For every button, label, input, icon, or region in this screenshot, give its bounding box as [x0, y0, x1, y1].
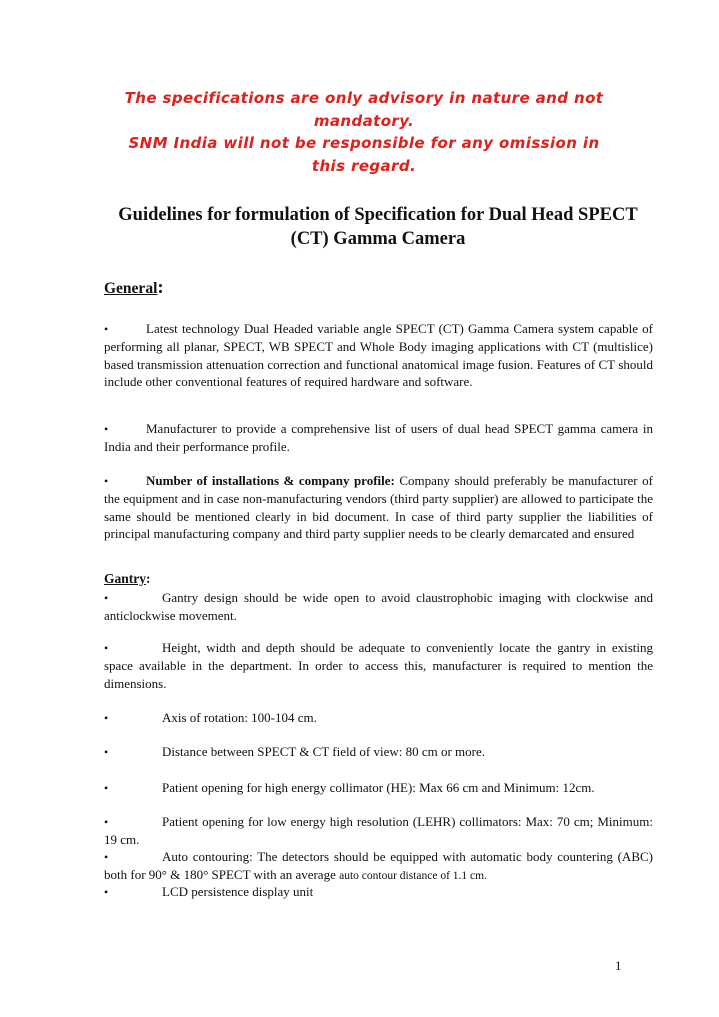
disclaimer-line: The specifications are only advisory in nature and not — [124, 89, 604, 107]
section-heading-text: Gantry — [104, 571, 146, 586]
list-item-bold: Number of installations & company profile: — [146, 473, 395, 488]
list-item — [104, 420, 653, 456]
list-item-text: Auto contouring: The detectors should be equipped with automatic body countering (ABC) both for 90° & 180° SPECT with an average — [104, 849, 653, 883]
list-item-text: Gantry design should be wide open to avoid claustrophobic imaging with clockwise and anticlockwise movement. — [104, 590, 653, 624]
disclaimer-line: this regard. — [311, 156, 417, 175]
heading-colon: : — [146, 571, 151, 586]
section-heading-text: General — [104, 280, 158, 297]
list-item-text: Axis of rotation: 100-104 cm. — [162, 710, 317, 725]
section-heading-general — [104, 277, 164, 299]
list-item-text-small: auto contour distance of 1.1 cm. — [339, 870, 487, 883]
list-item-text: Latest technology Dual Headed variable angle SPECT (CT) Gamma Camera system capable of performing all planar, SPECT, WB SPECT and Whole Body imaging applications with CT (multislice) based transmission attenuation correction and functional anatomical image fusion. Features of CT should include other conventional features of required hardware and software. — [104, 321, 653, 390]
page-number: 1 — [615, 958, 622, 973]
list-item — [104, 639, 653, 692]
bullet-icon: • — [104, 711, 109, 725]
document-title: Guidelines for formulation of Specification for Dual Head SPECT (CT) Gamma Camera — [118, 205, 638, 249]
disclaimer-line: SNM India will not be responsible for any omission in — [128, 134, 600, 152]
list-item-text: Patient opening for low energy high resolution (LEHR) collimators: Max: 70 cm; Minimum: 19 cm. — [104, 814, 653, 848]
list-item — [104, 883, 653, 901]
list-item-text: Company should preferably be manufacturer of the equipment and in case non-manufacturing vendors (third party supplier) are allowed to participate the same should be mentioned clearly in bid document. In case of third party supplier the liabilities of principal manufacturing company and third party supplier needs to be clearly demarcated and ensured — [104, 473, 653, 542]
section-heading-gantry — [104, 571, 151, 587]
disclaimer — [104, 87, 624, 177]
list-item-text: Height, width and depth should be adequate to conveniently locate the gantry in existing space available in the department. In order to access this, manufacturer is required to mention the dimensions. — [104, 640, 653, 691]
list-item — [104, 472, 653, 543]
list-item — [104, 743, 653, 761]
disclaimer-line: mandatory. — [313, 111, 415, 130]
list-item — [104, 848, 653, 886]
bullet-icon: • — [104, 474, 109, 488]
list-item — [104, 320, 653, 391]
list-item-text: Manufacturer to provide a comprehensive list of users of dual head SPECT gamma camera in India and their performance profile. — [104, 421, 653, 455]
bullet-icon: • — [104, 781, 109, 795]
bullet-icon: • — [104, 850, 109, 864]
list-item-text: Patient opening for high energy collimator (HE): Max 66 cm and Minimum: 12cm. — [162, 780, 595, 795]
bullet-icon: • — [104, 641, 109, 655]
bullet-icon: • — [104, 322, 109, 336]
list-item — [104, 709, 653, 727]
bullet-icon: • — [104, 591, 109, 605]
list-item — [104, 779, 653, 797]
list-item-text: Distance between SPECT & CT field of view: 80 cm or more. — [162, 744, 486, 759]
bullet-icon: • — [104, 422, 109, 436]
list-item — [104, 589, 653, 625]
list-item — [104, 813, 653, 849]
bullet-icon: • — [104, 745, 109, 759]
heading-colon: : — [157, 277, 164, 298]
list-item-text: LCD persistence display unit — [162, 884, 314, 899]
bullet-icon: • — [104, 885, 109, 899]
bullet-icon: • — [104, 815, 109, 829]
